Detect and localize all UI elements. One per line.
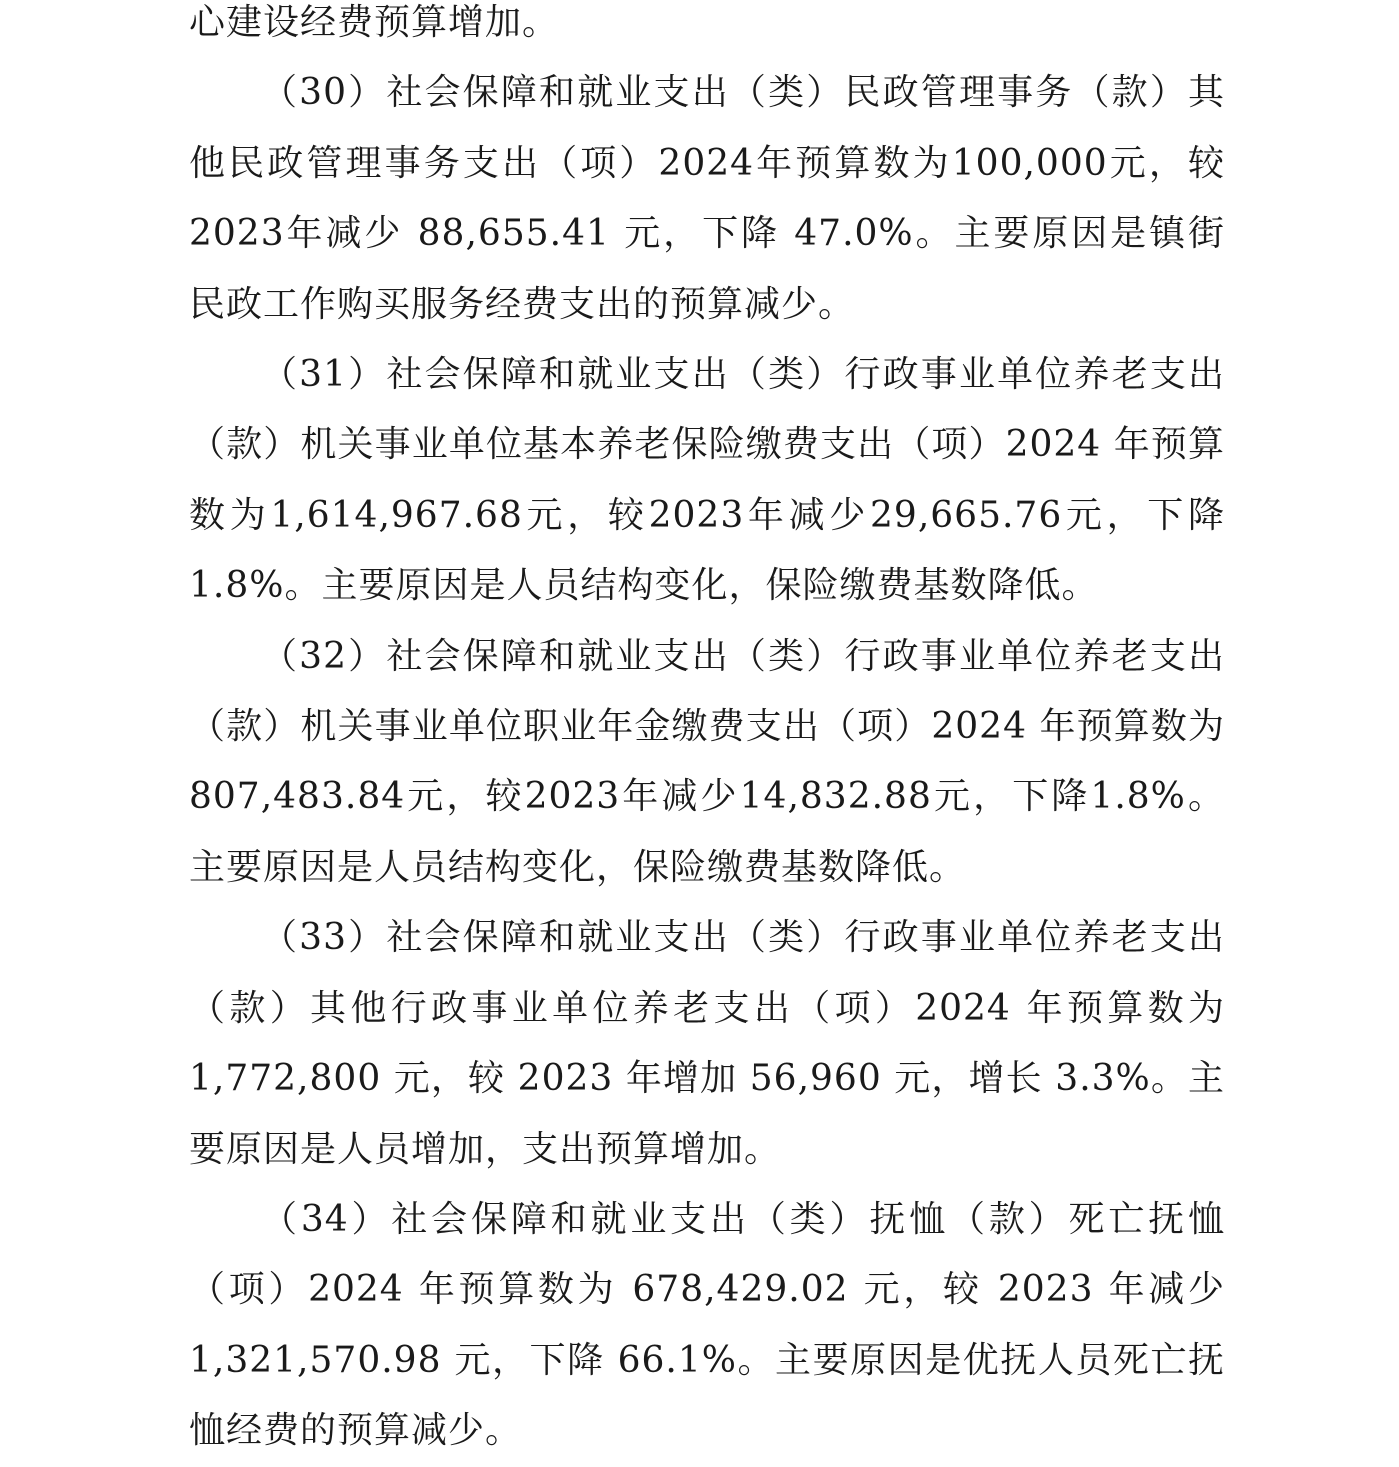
paragraph-continued: 心建设经费预算增加。 xyxy=(189,2,560,43)
paragraph-item-30: （30）社会保障和就业支出（类）民政管理事务（款）其他民政管理事务支出（项）2024年预算数为100,000元，较2023年减少 88,655.41 元，下降 47.0%。主要原因是镇街民政工作购买服务经费支出的预算减少。 xyxy=(189,72,1225,325)
paragraph-item-33: （33）社会保障和就业支出（类）行政事业单位养老支出（款）其他行政事业单位养老支出（项）2024 年预算数为1,772,800 元，较 2023 年增加 56,960 元，增长 3.3%。主要原因是人员增加，支出预算增加。 xyxy=(189,917,1225,1170)
document-page xyxy=(189,0,1225,1467)
paragraph-item-34: （34）社会保障和就业支出（类）抚恤（款）死亡抚恤（项）2024 年预算数为 678,429.02 元，较 2023 年减少1,321,570.98 元，下降 66.1%。主要原因是优抚人员死亡抚恤经费的预算减少。 xyxy=(189,1198,1225,1452)
paragraph-item-31: （31）社会保障和就业支出（类）行政事业单位养老支出（款）机关事业单位基本养老保险缴费支出（项）2024 年预算数为1,614,967.68元，较2023年减少29,665.76元，下降1.8%。主要原因是人员结构变化，保险缴费基数降低。 xyxy=(189,354,1225,607)
paragraph-item-32: （32）社会保障和就业支出（类）行政事业单位养老支出（款）机关事业单位职业年金缴费支出（项）2024 年预算数为807,483.84元，较2023年减少14,832.88元，下降1.8%。主要原因是人员结构变化，保险缴费基数降低。 xyxy=(189,635,1225,888)
